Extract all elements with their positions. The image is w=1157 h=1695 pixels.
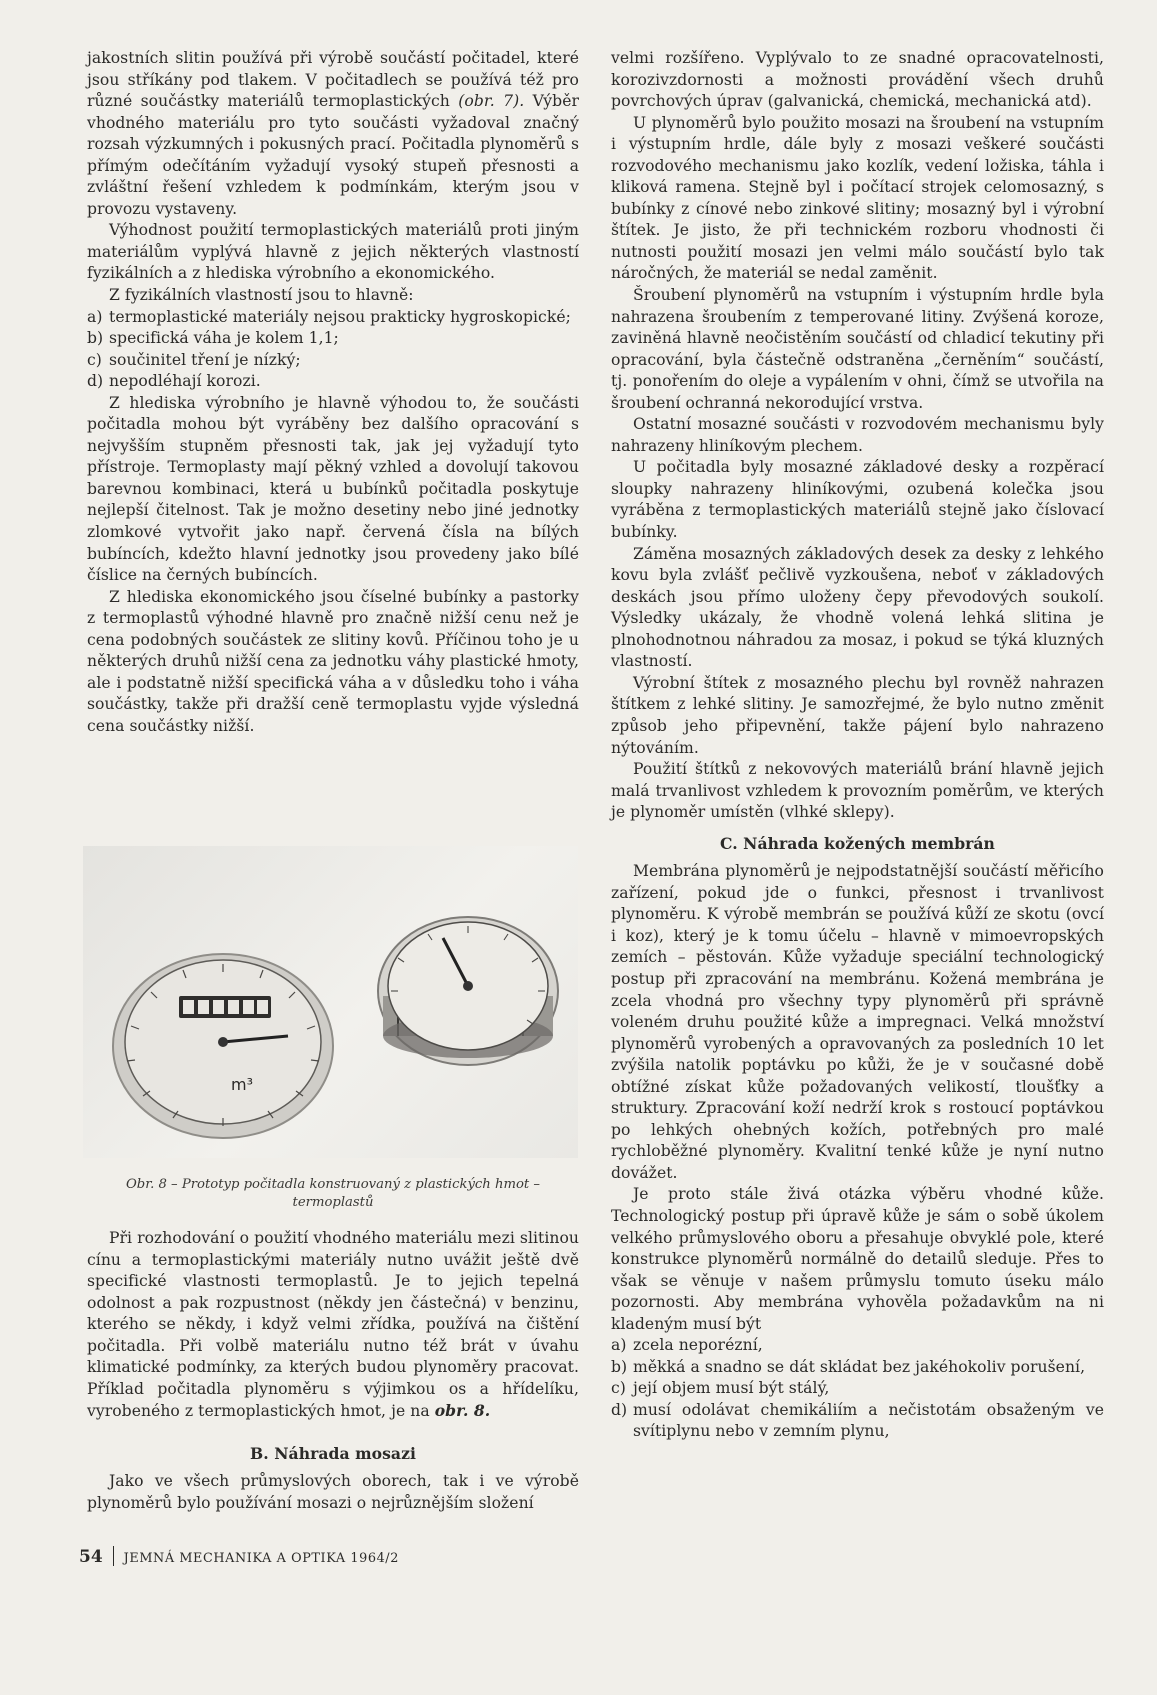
paragraph: Z hlediska ekonomického jsou číselné bubínky a pastorky z termoplastů výhodné hlavně pro značně nižší cenu než je cena podobných součástek ze slitiny kovů. Příčinou toho je u některých druhů nižší cena za jednotku váhy plastické hmoty, ale i podstatně nižší specifická váha a v důsledku toho i váha součástky, takže při dražší ceně termoplastu vyjde výsledná cena součástky nižší. — [87, 587, 579, 735]
list-item: b) specifická váha je kolem 1,1; — [87, 329, 339, 348]
left-column-bottom — [87, 1228, 579, 1515]
paragraph: Šroubení plynoměrů na vstupním i výstupním hrdle byla nahrazena šroubením z temperované litiny. Zvýšená koroze, zaviněná hlavně neočistěním součástí od chladicí tekutiny při opracování, byla částečně odstraněna „černěním“ součástí, tj. ponořením do oleje a vypálením v ohni, čímž se utvořila na šroubení ochranná nekorodující vrstva. — [611, 286, 1104, 412]
paragraph: Použití štítků z nekovových materiálů brání hlavně jejich malá trvanlivost vzhledem k provozním poměrům, ve kterých je plynoměr umístěn (vlhké sklepy). — [611, 760, 1104, 822]
paragraph: Membrána plynoměrů je nejpodstatnější součástí měřicího zařízení, pokud jde o funkci, přesnost i trvanlivost plynoměru. K výrobě membrán se používá kůží ze skotu (ovcí i koz), který je k tomu účelu – hlavně v mimoevropských zemích – pěstován. Kůže vyžaduje speciální technologický postup při zpracování na membránu. Kožená membrána je zcela vhodná pro všechny typy plynoměrů při správně voleném druhu použité kůže a impregnaci. Velká množství plynoměrů vyrobených a opravovaných za posledních 10 let zvýšila natolik poptávku po kůži, že je v současné době obtížné získat kůže požadovaných velikostí, tloušťky a struktury. Zpracování koží nedrží krok s rostoucí poptávkou po lehkých ohebných kožích, potřebných pro malé rychloběžné plynoměry. Kvalitní tenké kůže je nyní nutno dovážet. — [611, 862, 1104, 1182]
counter-left — [113, 954, 333, 1138]
journal-title: JEMNÁ MECHANIKA A OPTIKA 1964/2 — [123, 1551, 399, 1566]
paragraph: Je proto stále živá otázka výběru vhodné kůže. Technologický postup při úpravě kůže je sám o sobě úkolem velkého průmyslového oboru a přesahuje obvyklé pole, které konstrukce plynoměrů normálně do detailů sleduje. Přes to však se věnuje v našem průmyslu tomuto úseku málo pozornosti. Aby membrána vyhověla požadavkům na ni kladeným musí být — [611, 1185, 1104, 1333]
list-item: d) musí odolávat chemikáliím a nečistotám obsaženým ve svítiplynu nebo v zemním plynu, — [611, 1400, 1104, 1441]
list-item: b) měkká a snadno se dát skládat bez jakéhokoliv porušení, — [611, 1357, 1086, 1376]
paragraph: U plynoměrů bylo použito mosazi na šroubení na vstupním i výstupním hrdle, dále byly z mosazi veškeré součásti rozvodového mechanismu jako kozlík, vedení ložiska, táhla i kliková ramena. Stejně byl i počítací strojek celomosazný, s bubínky z cínové nebo zinkové slitiny; mosazný byl i výrobní štítek. Je jisto, že při technickém rozboru vhodnosti či nutnosti použití mosazi jen velmi málo součástí bylo tak náročných, že materiál se nedal zaměnit. — [611, 113, 1104, 283]
paragraph: U počitadla byly mosazné základové desky a rozpěrací sloupky nahrazeny hliníkovými, ozubená kolečka jsou vyráběna z termoplastických materiálů stejně jako číslovací bubínky. — [611, 458, 1104, 542]
paragraph: velmi rozšířeno. Vyplývalo to ze snadné opracovatelnosti, korozivzdornosti a možnosti provádění všech druhů povrchových úprav (galvanická, chemická, mechanická atd). — [611, 49, 1104, 111]
figure-counter-photo — [83, 846, 578, 1158]
paragraph: Záměna mosazných základových desek za desky z lehkého kovu byla zvlášť pečlivě vyzkoušena, neboť v základových deskách jsou přímo uloženy čepy převodových soukolí. Výsledky ukázaly, že vhodně volená lehká slitina je plnohodnotnou náhradou za mosaz, i pokud se týká kluzných vlastností. — [611, 544, 1104, 671]
footer-divider — [113, 1546, 114, 1566]
section-heading-b: B. Náhrada mosazi — [250, 1443, 416, 1463]
counter-right — [378, 917, 558, 1065]
paragraph: Z hlediska výrobního je hlavně výhodou to, že součásti počitadla mohou být vyráběny bez dalšího opracování s nejvyšším stupněm přesnosti tak, jak jej vyžadují tyto přístroje. Termoplasty mají pěkný vzhled a dovolují takovou barevnou kombinaci, která u bubínků počitadla poskytuje nejlepší čitelnost. Tak je možno desetiny nebo jiné jednotky zlomkové vytvořit jako např. červená čísla na bílých bubíncích, kdežto hlavní jednotky jsou provedeny jako bílé číslice na černých bubíncích. — [87, 393, 579, 585]
paragraph: Při rozhodování o použití vhodného materiálu mezi slitinou cínu a termoplastickými materiály nutno uvážit ještě dvě specifické vlastnosti termoplastů. Je to jejich tepelná odolnost a pak rozpustnost (někdy jen částečná) v benzinu, kterého se někdy, i když velmi zřídka, používá na čištění počitadla. Při volbě materiálu nutno též brát v úvahu klimatické podmínky, za kterých budou plynoměry pracovat. Příklad počitadla plynoměru s výjimkou os a hřídelíku, vyrobeného z termoplastických hmot, je na obr. 8. — [87, 1229, 579, 1421]
left-column-top — [87, 48, 579, 738]
page-footer — [79, 1546, 399, 1567]
paragraph: jakostních slitin používá při výrobě součástí počitadel, které jsou stříkány pod tlakem. V počitadlech se používá též pro různé součástky materiálů termoplastických (obr. 7). Výběr vhodného materiálu pro tyto součásti vyžadoval značný rozsah výzkumných i pokusných prací. Počitadla plynoměrů s přímým odečítáním vyžadují vysoký stupeň přesnosti a zvláštní řešení vzhledem k podmínkám, kterým jsou v provozu vystaveny. — [87, 49, 579, 218]
counter-photo-illustration — [83, 846, 578, 1158]
paragraph: Výrobní štítek z mosazného plechu byl rovněž nahrazen štítkem z lehké slitiny. Je samozřejmé, že bylo nutno změnit způsob jeho připevnění, takže pájení bylo nahrazeno nýtováním. — [611, 673, 1104, 757]
list-item: a) zcela neporézní, — [611, 1336, 763, 1355]
page-number: 54 — [79, 1547, 103, 1567]
unit-label: m³ — [231, 1075, 253, 1094]
list-item: c) součinitel tření je nízký; — [87, 350, 301, 369]
paragraph: Výhodnost použití termoplastických materiálů proti jiným materiálům vyplývá hlavně z jejich některých vlastností fyzikálních a z hlediska výrobního a ekonomického. — [87, 221, 579, 283]
list-item: c) její objem musí být stálý, — [611, 1379, 830, 1398]
right-column — [611, 48, 1104, 1443]
figure-caption: Obr. 8 – Prototyp počitadla konstruovaný z plastických hmot – termoplastů — [125, 1177, 540, 1210]
paragraph: Jako ve všech průmyslových oborech, tak i ve výrobě plynoměrů bylo používání mosazi o nejrůznějším složení — [87, 1472, 579, 1513]
paragraph: Z fyzikálních vlastností jsou to hlavně: — [109, 286, 414, 305]
section-heading-c: C. Náhrada kožených membrán — [720, 833, 995, 853]
list-item: d) nepodléhají korozi. — [87, 372, 261, 391]
paragraph: Ostatní mosazné součásti v rozvodovém mechanismu byly nahrazeny hliníkovým plechem. — [611, 415, 1104, 455]
list-item: a) termoplastické materiály nejsou prakticky hygroskopické; — [87, 307, 571, 326]
